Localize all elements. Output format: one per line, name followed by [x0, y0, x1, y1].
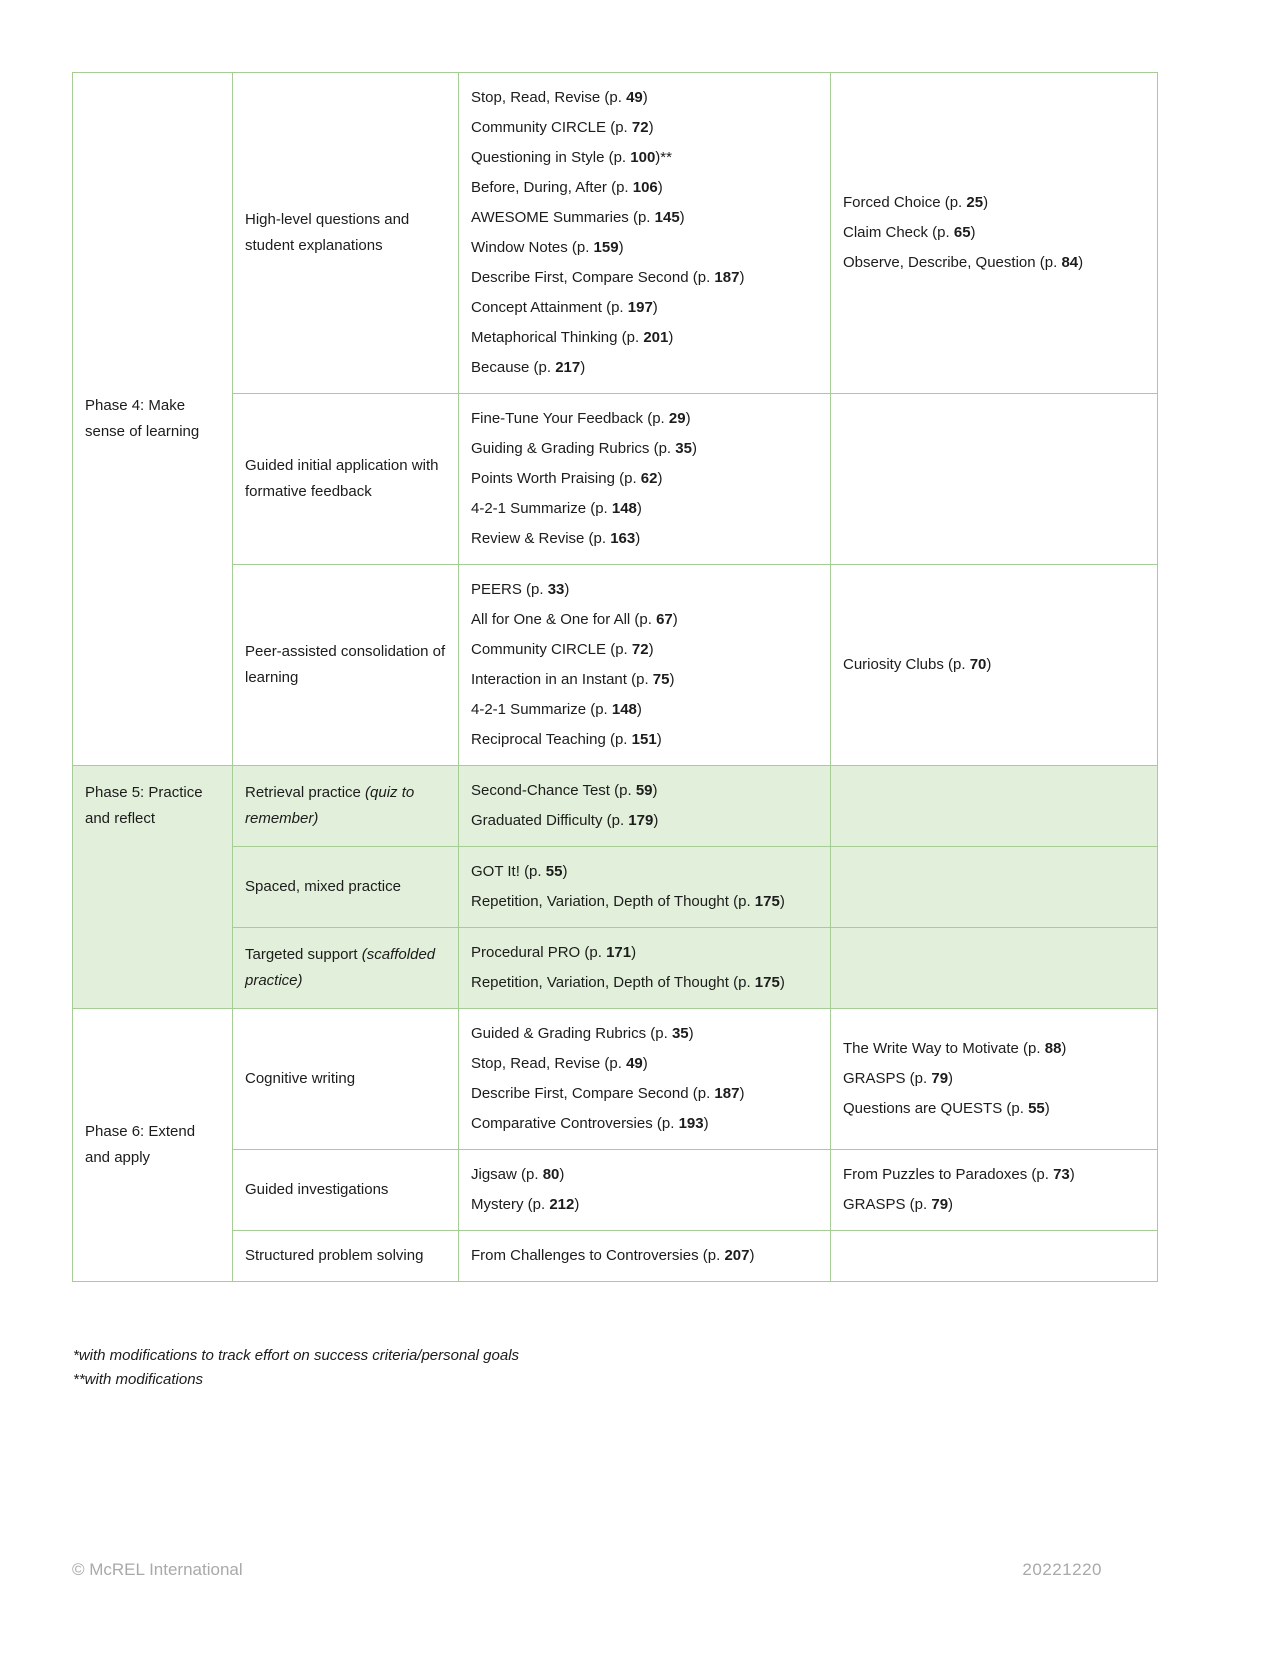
strategies-cell	[459, 766, 831, 847]
category-cell: Peer-assisted consolidation of learning	[233, 565, 459, 766]
strategies-item: Questioning in Style (p. 100)**	[471, 149, 672, 166]
page-number: 175	[754, 893, 780, 910]
page-number: 187	[714, 1085, 740, 1102]
other-item: GRASPS (p. 79)	[843, 1070, 954, 1087]
strategies-item: Repetition, Variation, Depth of Thought (p. 175)	[471, 893, 785, 910]
page-number: 35	[675, 440, 692, 457]
other-strategies-cell	[831, 73, 1158, 394]
page-number: 29	[668, 410, 686, 427]
strategies-item: Interaction in an Instant (p. 75)	[471, 671, 675, 688]
strategies-item: Jigsaw (p. 80)	[471, 1166, 565, 1183]
page-number: 62	[640, 470, 658, 487]
strategies-item: Procedural PRO (p. 171)	[471, 944, 637, 961]
page-number: 187	[714, 269, 740, 286]
table-row	[73, 1009, 1158, 1150]
category-cell: Guided investigations	[233, 1150, 459, 1231]
page-number: 59	[635, 782, 653, 799]
table-row	[73, 73, 1158, 394]
strategies-item: Mystery (p. 212)	[471, 1196, 580, 1213]
strategies-item: Fine-Tune Your Feedback (p. 29)	[471, 410, 691, 427]
table-row	[73, 1231, 1158, 1282]
other-item: Observe, Describe, Question (p. 84)	[843, 254, 1084, 271]
page-number: 193	[678, 1115, 704, 1132]
other-strategies-cell	[831, 1231, 1158, 1282]
strategies-item: Stop, Read, Revise (p. 49)	[471, 89, 648, 106]
page-number: 84	[1061, 254, 1079, 271]
page-number: 55	[1028, 1100, 1045, 1117]
category-cell: Targeted support (scaffolded practice)	[233, 928, 459, 1009]
page-number: 148	[611, 701, 637, 718]
strategies-item: Metaphorical Thinking (p. 201)	[471, 329, 674, 346]
strategies-item: Second-Chance Test (p. 59)	[471, 782, 658, 799]
page-number: 67	[656, 611, 673, 628]
footnote-2: **with modifications	[73, 1371, 204, 1388]
category-cell: Guided initial application with formative feedback	[233, 394, 459, 565]
page-number: 79	[931, 1196, 949, 1213]
page-number: 80	[542, 1166, 560, 1183]
page-number: 151	[631, 731, 657, 748]
strategies-item: Because (p. 217)	[471, 359, 586, 376]
page-number: 35	[671, 1025, 689, 1042]
other-strategies-cell	[831, 847, 1158, 928]
strategies-cell	[459, 1009, 831, 1150]
page-number: 33	[547, 581, 565, 598]
page-number: 55	[545, 863, 563, 880]
page-number: 75	[652, 671, 670, 688]
page-number: 175	[754, 974, 780, 991]
strategies-item: Describe First, Compare Second (p. 187)	[471, 269, 745, 286]
strategies-cell	[459, 565, 831, 766]
strategies-item: 4-2-1 Summarize (p. 148)	[471, 500, 642, 517]
strategies-item: AWESOME Summaries (p. 145)	[471, 209, 685, 226]
strategies-cell	[459, 1231, 831, 1282]
table-row	[73, 847, 1158, 928]
category-italic-label: (quiz to remember)	[245, 784, 415, 827]
strategies-item: From Challenges to Controversies (p. 207)	[471, 1247, 755, 1264]
strategies-item: Guided & Grading Rubrics (p. 35)	[471, 1025, 694, 1042]
strategies-cell	[459, 928, 831, 1009]
category-cell: Spaced, mixed practice	[233, 847, 459, 928]
other-strategies-cell	[831, 766, 1158, 847]
page-number: 65	[953, 224, 971, 241]
page-number: 49	[626, 1055, 643, 1072]
page-number: 201	[643, 329, 669, 346]
copyright-text: © McREL International	[72, 1560, 243, 1579]
strategies-cell	[459, 73, 831, 394]
page-number: 72	[631, 119, 649, 136]
category-cell: High-level questions and student explanations	[233, 73, 459, 394]
strategies-item: Points Worth Praising (p. 62)	[471, 470, 663, 487]
strategies-item: Community CIRCLE (p. 72)	[471, 119, 654, 136]
category-cell: Structured problem solving	[233, 1231, 459, 1282]
strategies-item: Guiding & Grading Rubrics (p. 35)	[471, 440, 697, 457]
strategies-item: Stop, Read, Revise (p. 49)	[471, 1055, 648, 1072]
strategies-item: Repetition, Variation, Depth of Thought (p. 175)	[471, 974, 785, 991]
strategies-item: Window Notes (p. 159)	[471, 239, 624, 256]
strategies-item: Community CIRCLE (p. 72)	[471, 641, 654, 658]
page-number: 88	[1044, 1040, 1062, 1057]
strategies-item: GOT It! (p. 55)	[471, 863, 568, 880]
strategies-item: Comparative Controversies (p. 193)	[471, 1115, 709, 1132]
other-item: GRASPS (p. 79)	[843, 1196, 954, 1213]
category-cell: Retrieval practice (quiz to remember)	[233, 766, 459, 847]
other-item: The Write Way to Motivate (p. 88)	[843, 1040, 1067, 1057]
table-row	[73, 928, 1158, 1009]
other-item: Questions are QUESTS (p. 55)	[843, 1100, 1050, 1117]
other-strategies-cell	[831, 928, 1158, 1009]
page-number: 70	[969, 656, 987, 673]
table-row	[73, 766, 1158, 847]
strategies-item: Describe First, Compare Second (p. 187)	[471, 1085, 745, 1102]
phase-label-cell: Phase 6: Extend and apply	[73, 1009, 233, 1282]
version-date: 20221220	[1022, 1560, 1102, 1579]
other-strategies-cell	[831, 1009, 1158, 1150]
page-number: 49	[626, 89, 643, 106]
page-number: 197	[627, 299, 653, 316]
other-item: From Puzzles to Paradoxes (p. 73)	[843, 1166, 1075, 1183]
page-number: 72	[631, 641, 649, 658]
strategies-item: Review & Revise (p. 163)	[471, 530, 641, 547]
phase-label-cell: Phase 5: Practice and reflect	[73, 766, 233, 1009]
other-item: Claim Check (p. 65)	[843, 224, 976, 241]
page-number: 159	[593, 239, 619, 256]
page-number: 207	[724, 1247, 750, 1264]
page-number: 217	[555, 359, 581, 376]
strategies-item: Reciprocal Teaching (p. 151)	[471, 731, 662, 748]
page-footer	[72, 1560, 1157, 1580]
page-number: 148	[611, 500, 637, 517]
learning-phases-table	[72, 72, 1158, 1282]
table-row	[73, 394, 1158, 565]
other-strategies-cell	[831, 394, 1158, 565]
other-strategies-cell	[831, 1150, 1158, 1231]
category-italic-label: (scaffolded practice)	[245, 946, 436, 989]
other-item: Curiosity Clubs (p. 70)	[843, 656, 992, 673]
page-number: 171	[606, 944, 632, 961]
table-row	[73, 565, 1158, 766]
strategies-item: Concept Attainment (p. 197)	[471, 299, 658, 316]
strategies-cell	[459, 394, 831, 565]
page-number: 73	[1053, 1166, 1070, 1183]
strategies-item: 4-2-1 Summarize (p. 148)	[471, 701, 642, 718]
footnotes	[73, 1344, 519, 1392]
other-item: Forced Choice (p. 25)	[843, 194, 989, 211]
strategies-item: PEERS (p. 33)	[471, 581, 570, 598]
page-number: 79	[931, 1070, 949, 1087]
page-number: 100	[630, 149, 656, 166]
strategies-item: All for One & One for All (p. 67)	[471, 611, 678, 628]
phase-label-cell: Phase 4: Make sense of learning	[73, 73, 233, 766]
strategies-cell	[459, 1150, 831, 1231]
strategies-item: Before, During, After (p. 106)	[471, 179, 663, 196]
strategies-item: Graduated Difficulty (p. 179)	[471, 812, 659, 829]
page-number: 145	[654, 209, 680, 226]
other-strategies-cell	[831, 565, 1158, 766]
table-row	[73, 1150, 1158, 1231]
page-number: 25	[966, 194, 984, 211]
page-number: 163	[610, 530, 636, 547]
strategies-cell	[459, 847, 831, 928]
category-cell: Cognitive writing	[233, 1009, 459, 1150]
page-number: 179	[628, 812, 654, 829]
page-number: 212	[549, 1196, 575, 1213]
footnote-1: *with modifications to track effort on success criteria/personal goals	[73, 1347, 520, 1364]
page-number: 106	[632, 179, 658, 196]
